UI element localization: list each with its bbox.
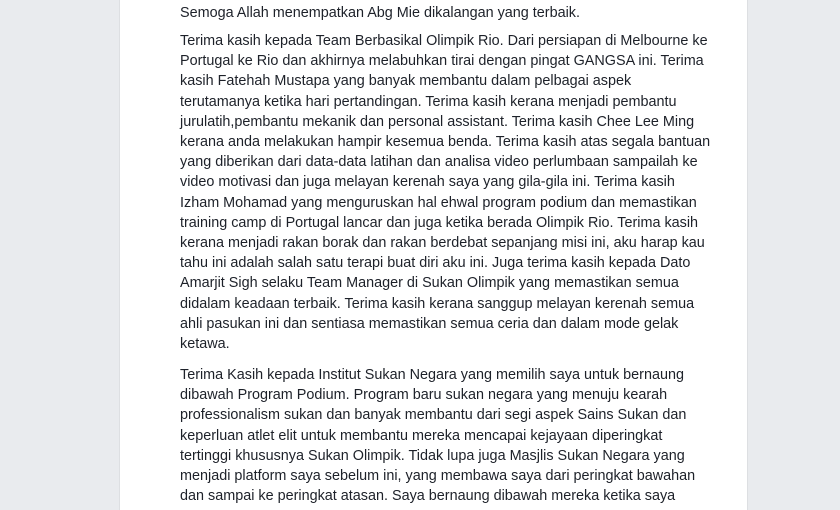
post-paragraph-3: Terima Kasih kepada Institut Sukan Negara yang memilih saya untuk bernaung dibawah Program Podium. Program baru sukan negara yang menuju kearah professionalism sukan dan banyak membantu dari segi aspek Sains Sukan dan keperluan atlet elit untuk membantu mereka mencapai kejayaan diperingkat tertinggi khususnya Sukan Olimpik. Tidak lupa juga Masjlis Sukan Negara yang menjadi platform saya sebelum ini, yang membawa saya dari peringkat bawahan dan sampai ke peringkat atasan. Saya bernaung dibawah mereka ketika saya [180,367,696,505]
post-card [119,0,748,510]
post-paragraph-1: Semoga Allah menempatkan Abg Mie dikalangan yang terbaik. [180,5,580,21]
post-paragraph-2: Terima kasih kepada Team Berbasikal Olimpik Rio. Dari persiapan di Melbourne ke Portugal ke Rio dan akhirnya melabuhkan tirai dengan pingat GANGSA ini. Terima kasih Fatehah Mustapa yang banyak membantu dalam pelbagai aspek terutamanya ketika hari pertandingan. Terima kasih kerana menjadi pembantu jurulatih,pembantu mekanik dan personal assistant. Terima kasih Chee Lee Ming kerana anda melakukan hampir kesemua benda. Terima kasih atas segala bantuan yang diberikan dari data-data latihan dan analisa video perlumbaan sampailah ke video motivasi dan juga melayan kerenah saya yang gila-gila ini. Terima kasih Izham Mohamad yang menguruskan hal ehwal program podium dan memastikan training camp di Portugal lancar dan juga ketika berada Olimpik Rio. Terima kasih kerana menjadi rakan borak dan rakan berdebat sepanjang misi ini, aku harap kau tahu ini adalah salah satu terapi buat diri aku ini. Juga terima kasih kepada Dato Amarjit Sigh selaku Team Manager di Sukan Olimpik yang memastikan semua didalam keadaan terbaik. Terima kasih kerana sanggup melayan kerenah semua ahli pasukan ini dan sentiasa memastikan semua ceria dan dalam mode gelak ketawa. [180,33,711,353]
